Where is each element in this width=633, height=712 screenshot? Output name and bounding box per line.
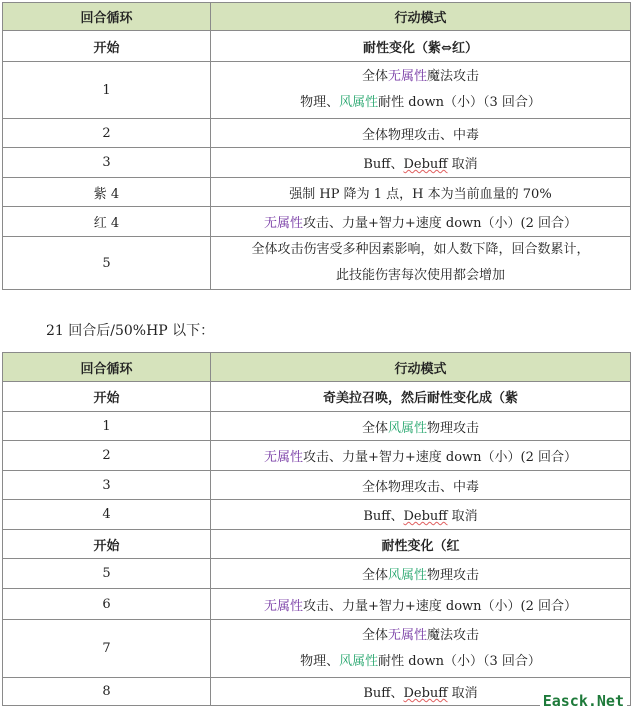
round-cell: 1 — [3, 62, 211, 119]
table-row — [3, 178, 631, 207]
round-cell: 开始 — [3, 382, 211, 412]
text-line — [215, 535, 626, 554]
text-line — [215, 124, 626, 143]
text-segment: 耐性变化（红 — [381, 538, 460, 554]
table-row — [3, 31, 631, 62]
round-cell: 1 — [3, 412, 211, 441]
action-cell — [211, 530, 631, 559]
spellcheck-word: Debuff — [403, 509, 448, 524]
round-cell: 3 — [3, 148, 211, 178]
text-line — [215, 564, 626, 583]
watermark: Easck.Net — [540, 692, 627, 710]
text-segment: 全体 — [361, 568, 388, 583]
text-line — [215, 623, 626, 649]
text-line — [215, 37, 626, 56]
action-cell — [211, 500, 631, 530]
round-cell: 开始 — [3, 530, 211, 559]
text-segment: Buff、 — [363, 157, 404, 172]
element-keyword: 无属性 — [263, 598, 303, 614]
table-row — [3, 62, 631, 119]
table-row — [3, 382, 631, 412]
section-caption: 21 回合后/50%HP 以下： — [46, 323, 215, 339]
text-segment: 攻击、力量+智力+速度 down（小）(2 回合） — [302, 216, 578, 231]
text-segment: 取消 — [447, 686, 478, 701]
action-cell — [211, 620, 631, 678]
table-row — [3, 207, 631, 237]
action-pattern-table-1 — [2, 2, 631, 290]
action-cell — [211, 382, 631, 412]
action-cell — [211, 237, 631, 290]
table-row — [3, 620, 631, 678]
text-segment: 物理攻击 — [427, 420, 480, 436]
text-segment: 强制 HP 降为 1 点，H 本为当前血量的 70% — [289, 186, 552, 202]
element-keyword: 无属性 — [263, 216, 303, 231]
text-segment: 全体攻击伤害受多种因素影响，如人数下降，回合数累计， — [251, 242, 590, 257]
table-row — [3, 237, 631, 290]
element-keyword: 风属性 — [387, 568, 427, 583]
text-segment: 全体 — [361, 627, 388, 643]
text-segment: 物理、 — [300, 95, 340, 110]
action-cell — [211, 119, 631, 148]
element-keyword: 风属性 — [339, 95, 379, 110]
table-row — [3, 412, 631, 441]
element-keyword: 无属性 — [263, 450, 303, 465]
text-line — [215, 505, 626, 524]
text-segment: 取消 — [447, 509, 478, 524]
table-row — [3, 678, 631, 706]
text-segment: 全体 — [361, 420, 388, 436]
text-line — [215, 183, 626, 202]
table-header-row — [3, 3, 631, 31]
action-cell — [211, 589, 631, 620]
round-cell: 红 4 — [3, 207, 211, 237]
action-cell — [211, 559, 631, 589]
spellcheck-word: Debuff — [403, 157, 448, 172]
header-round-cycle: 回合循环 — [3, 3, 211, 31]
round-cell: 5 — [3, 559, 211, 589]
table-row — [3, 119, 631, 148]
text-line — [215, 153, 626, 172]
action-pattern-table-2 — [2, 352, 631, 706]
text-line — [215, 237, 626, 263]
text-segment: 物理攻击 — [427, 568, 480, 583]
text-segment: 魔法攻击 — [427, 627, 480, 643]
table-header-row — [3, 353, 631, 382]
action-cell — [211, 178, 631, 207]
text-line — [215, 649, 626, 675]
action-cell — [211, 471, 631, 500]
table-row — [3, 148, 631, 178]
header-round-cycle: 回合循环 — [3, 353, 211, 382]
text-segment: 物理、 — [300, 653, 340, 669]
element-keyword: 无属性 — [387, 69, 427, 84]
text-segment: 全体 — [361, 69, 388, 84]
text-line — [215, 476, 626, 495]
text-line — [215, 263, 626, 289]
round-cell: 开始 — [3, 31, 211, 62]
text-segment: 奇美拉召唤，然后耐性变化成（紫 — [322, 391, 518, 406]
table-row — [3, 471, 631, 500]
action-cell — [211, 441, 631, 471]
text-segment: 全体物理攻击、中毒 — [361, 127, 479, 143]
text-segment: Buff、 — [363, 509, 404, 524]
action-cell — [211, 62, 631, 119]
action-cell — [211, 207, 631, 237]
round-cell: 4 — [3, 500, 211, 530]
action-cell — [211, 412, 631, 441]
text-segment: 攻击、力量+智力+速度 down（小）(2 回合） — [302, 450, 578, 465]
element-keyword: 无属性 — [387, 627, 427, 643]
text-line — [215, 417, 626, 436]
round-cell: 2 — [3, 119, 211, 148]
action-cell — [211, 31, 631, 62]
round-cell: 8 — [3, 678, 211, 706]
text-segment: 攻击、力量+智力+速度 down（小）(2 回合） — [302, 598, 578, 614]
header-action-pattern: 行动模式 — [211, 353, 631, 382]
table-row — [3, 500, 631, 530]
round-cell: 7 — [3, 620, 211, 678]
table-row — [3, 589, 631, 620]
text-line — [215, 387, 626, 406]
table-row — [3, 441, 631, 471]
table-row — [3, 530, 631, 559]
element-keyword: 风属性 — [387, 420, 427, 436]
spellcheck-word: Debuff — [403, 686, 448, 701]
element-keyword: 风属性 — [339, 653, 379, 669]
text-segment: 取消 — [447, 157, 478, 172]
text-segment: Buff、 — [363, 686, 404, 701]
round-cell: 5 — [3, 237, 211, 290]
text-segment: 耐性 down（小）（3 回合） — [378, 653, 541, 669]
text-segment: 魔法攻击 — [427, 69, 480, 84]
text-segment: 全体物理攻击、中毒 — [361, 479, 479, 495]
round-cell: 3 — [3, 471, 211, 500]
action-cell — [211, 148, 631, 178]
header-action-pattern: 行动模式 — [211, 3, 631, 31]
text-line — [215, 64, 626, 90]
text-segment: 耐性变化（紫⇔红） — [363, 40, 478, 56]
round-cell: 2 — [3, 441, 211, 471]
text-line — [215, 446, 626, 465]
round-cell: 6 — [3, 589, 211, 620]
text-line — [215, 595, 626, 614]
text-segment: 此技能伤害每次使用都会增加 — [335, 268, 505, 283]
text-line — [215, 212, 626, 231]
text-segment: 耐性 down（小）（3 回合） — [378, 95, 541, 110]
text-line — [215, 90, 626, 116]
round-cell: 紫 4 — [3, 178, 211, 207]
table-row — [3, 559, 631, 589]
